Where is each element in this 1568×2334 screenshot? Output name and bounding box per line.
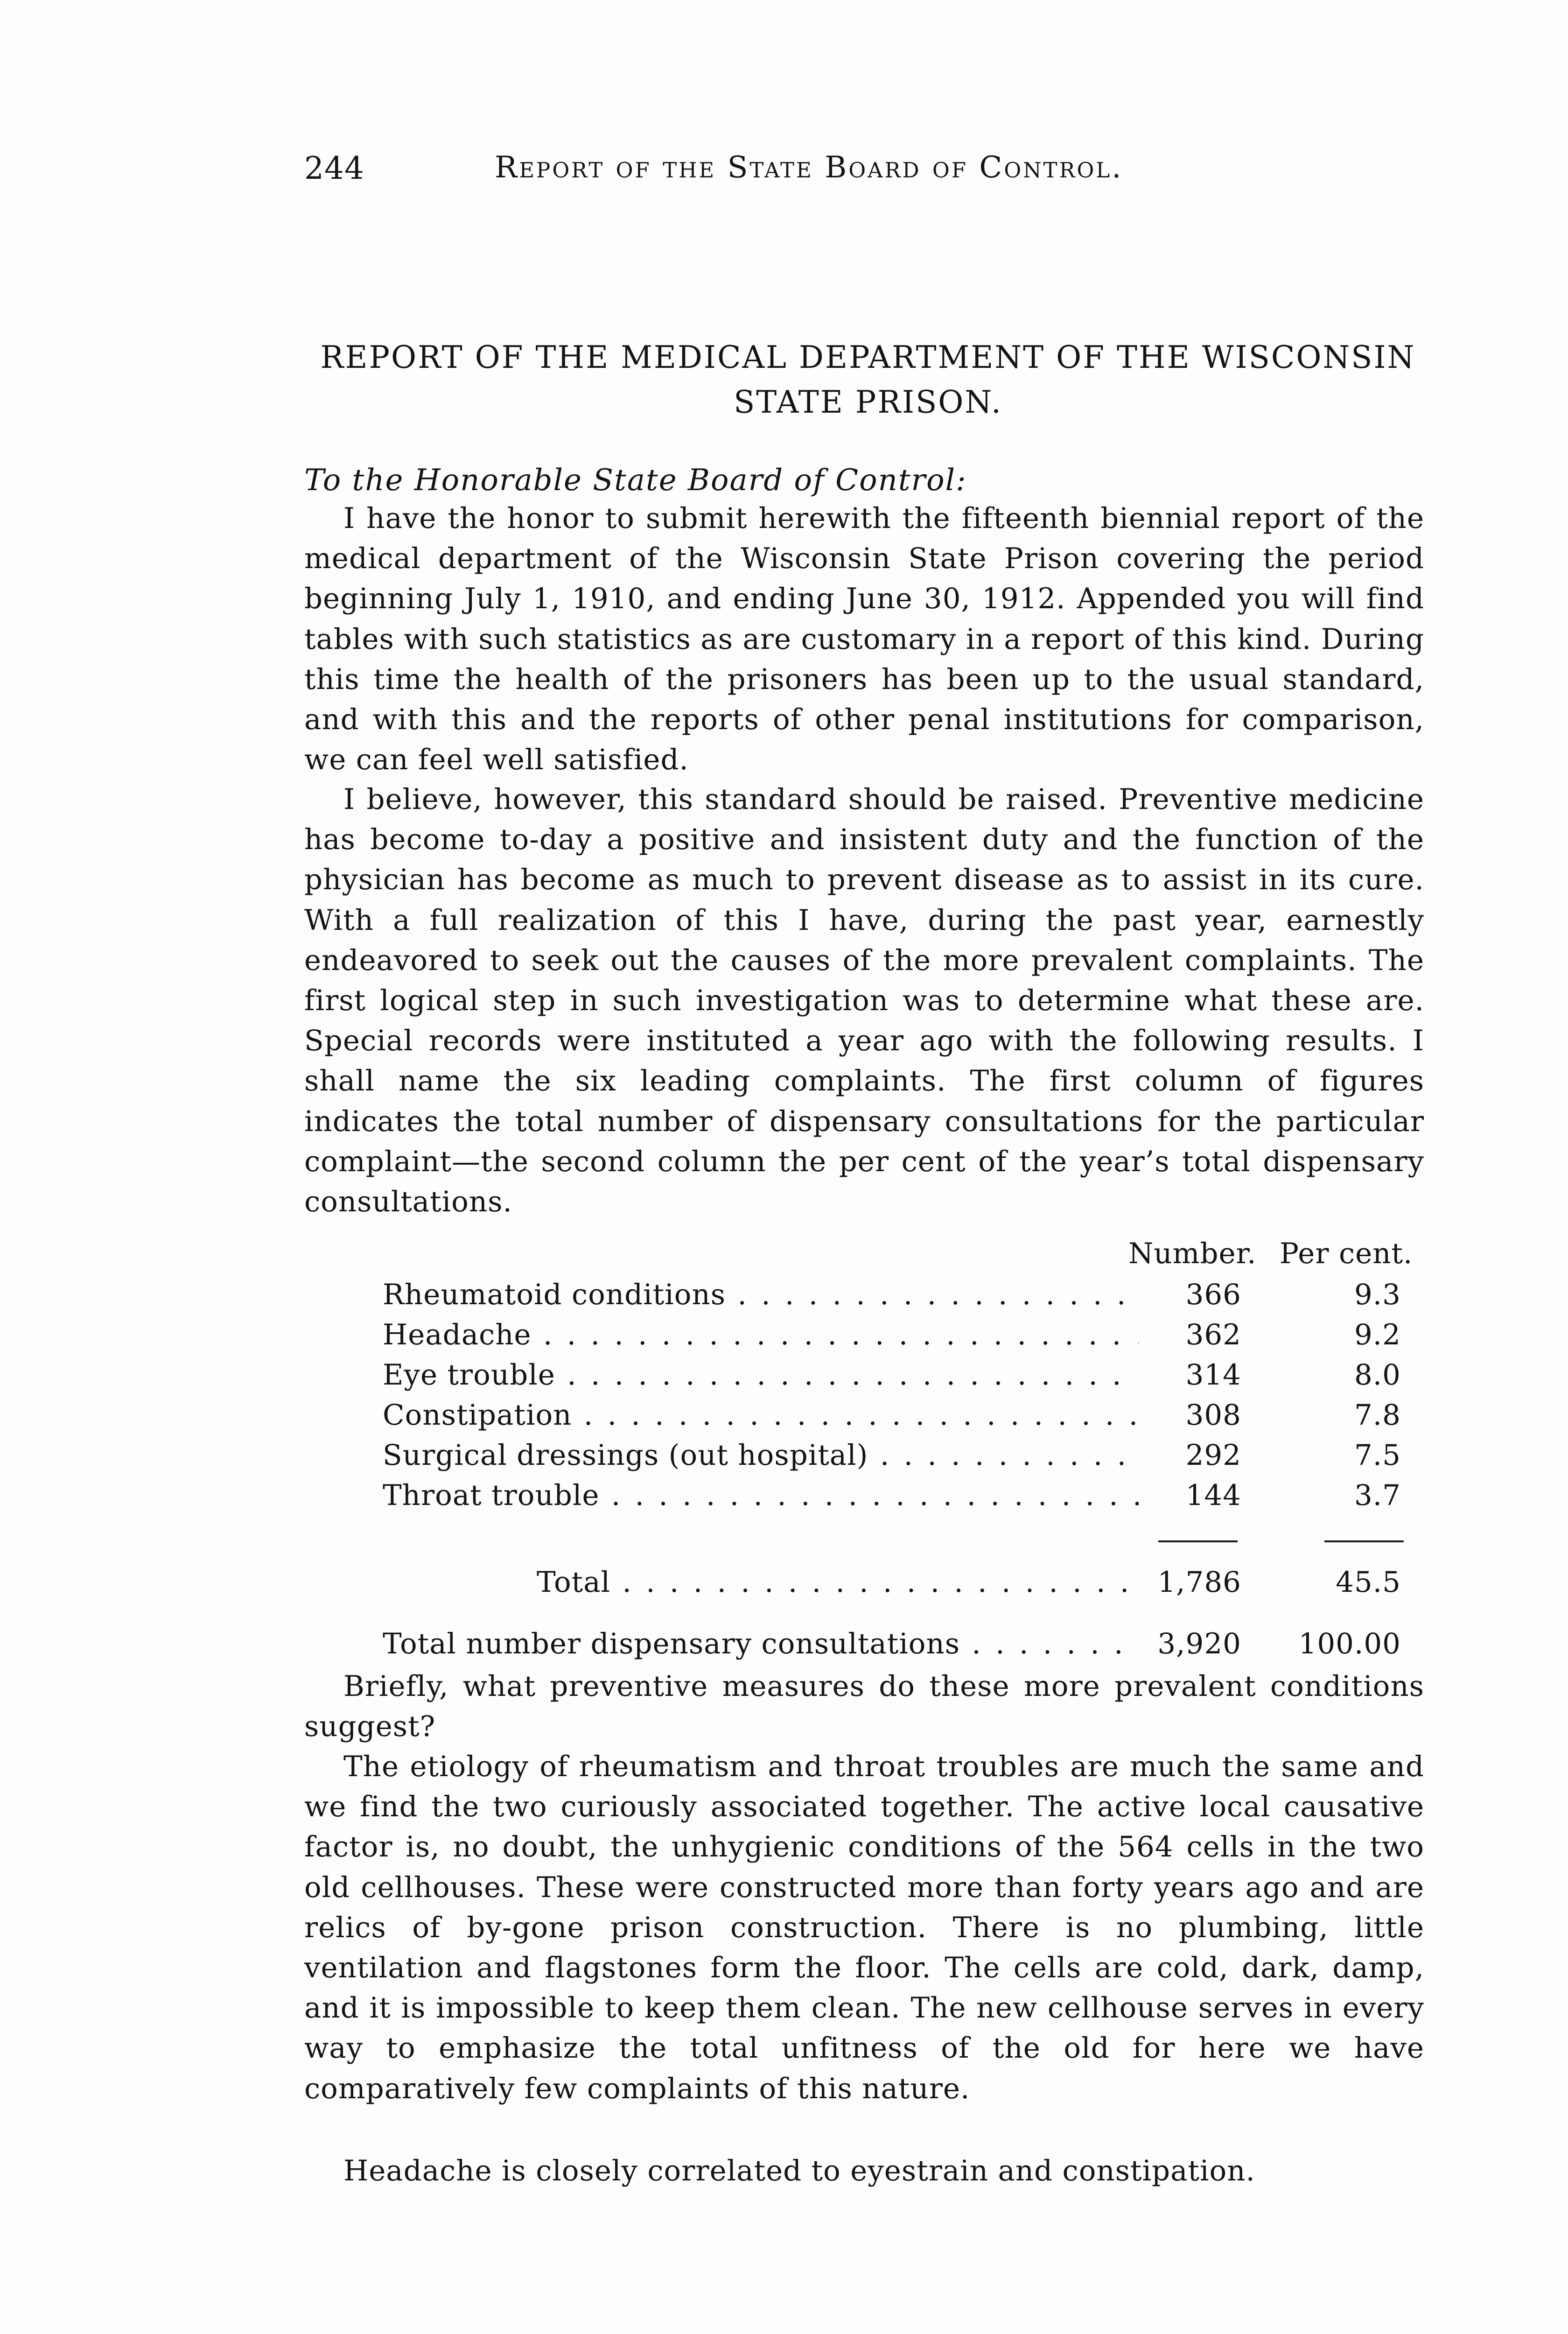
paragraph-rheumatism: The etiology of rheumatism and throat troubles are much the same and we find the two curiously associated together. The active local causative factor is, no doubt, the unhygienic conditions of the 564 cells in the two old cellhouses. These were constructed more than forty years ago and are relics of by-gone prison construction. There is no plumbing, little ventilation and flagstones form the floor. The cells are cold, dark, damp, and it is impossible to keep them clean. The new cellhouse serves in every way to emphasize the total unfitness of the old for here we have comparatively few complaints of this nature. (304, 1750, 1424, 2105)
report-title (280, 335, 1456, 425)
complaint-percent: 7.8 (1354, 1399, 1401, 1432)
table-row (0, 1479, 1568, 1519)
complaint-number: 314 (1185, 1358, 1241, 1392)
salutation: To the Honorable State Board of Control: (304, 463, 967, 498)
complaint-number: 308 (1185, 1399, 1241, 1432)
complaint-label: Rheumatoid conditions . . . (383, 1278, 1139, 1311)
sum-rule-number (1158, 1540, 1238, 1542)
sum-rule-percent (1324, 1540, 1404, 1542)
table-row (0, 1439, 1568, 1479)
complaint-label: Surgical dressings (out hospital) . . . (383, 1439, 1139, 1472)
column-header-percent: Per cent. (1280, 1237, 1413, 1270)
table-row (0, 1278, 1568, 1318)
complaint-number: 144 (1185, 1479, 1241, 1512)
grand-total-row (0, 1627, 1568, 1667)
grand-total-percent: 100.00 (1298, 1627, 1401, 1660)
table-row (0, 1399, 1568, 1439)
page-number: 244 (304, 150, 364, 186)
total-row (0, 1566, 1568, 1606)
complaint-percent: 3.7 (1354, 1479, 1401, 1512)
total-label: Total . . . (537, 1566, 1139, 1599)
title-line-1: REPORT OF THE MEDICAL DEPARTMENT OF THE WISCONSIN (320, 339, 1416, 375)
grand-total-label: Total number dispensary consultations . . . (383, 1627, 1139, 1660)
complaint-number: 362 (1185, 1318, 1241, 1351)
title-line-2: STATE PRISON. (734, 384, 1002, 420)
total-percent: 45.5 (1336, 1566, 1401, 1599)
complaint-percent: 9.3 (1354, 1278, 1401, 1311)
table-row (0, 1358, 1568, 1399)
paragraph-headache: Headache is closely correlated to eyestrain and constipation. (343, 2154, 1255, 2187)
complaint-label: Headache . . . (383, 1318, 1139, 1351)
complaint-percent: 9.2 (1354, 1318, 1401, 1351)
complaint-number: 366 (1185, 1278, 1241, 1311)
complaint-percent: 7.5 (1354, 1439, 1401, 1472)
complaint-percent: 8.0 (1354, 1358, 1401, 1392)
complaint-number: 292 (1185, 1439, 1241, 1472)
running-title: Report of the State Board of Control. (495, 150, 1123, 185)
grand-total-number: 3,920 (1157, 1627, 1241, 1660)
column-header-number: Number. (1128, 1237, 1257, 1270)
paragraph-preventive-medicine: I believe, however, this standard should be raised. Preventive medicine has become to-day a positive and insistent duty and the function of the physician has become as much to prevent disease as to assist in its cure. With a full realization of this I have, during the past year, earnestly endeavored to seek out the causes of the more prevalent complaints. The first logical step in such investigation was to determine what these are. Special records were instituted a year ago with the following results. I shall name the six leading complaints. The first column of figures indicates the total number of dispensary consultations for the particular complaint—the second column the per cent of the year’s total dispensary consultations. (304, 783, 1424, 1219)
complaint-label: Eye trouble . . . (383, 1358, 1139, 1392)
complaint-label: Throat trouble . . . (383, 1479, 1139, 1512)
complaint-label: Constipation . . . (383, 1399, 1139, 1432)
paragraph-preventive-question: Briefly, what preventive measures do these more prevalent conditions suggest? (304, 1670, 1424, 1743)
total-number: 1,786 (1157, 1566, 1241, 1599)
paragraph-introduction: I have the honor to submit herewith the fifteenth biennial report of the medical department of the Wisconsin State Prison covering the period beginning July 1, 1910, and ending June 30, 1912. Appended you will find tables with such statistics as are customary in a report of this kind. During this time the health of the prisoners has been up to the usual standard, and with this and the reports of other penal institutions for comparison, we can feel well satisfied. (304, 502, 1424, 777)
table-row (0, 1318, 1568, 1358)
